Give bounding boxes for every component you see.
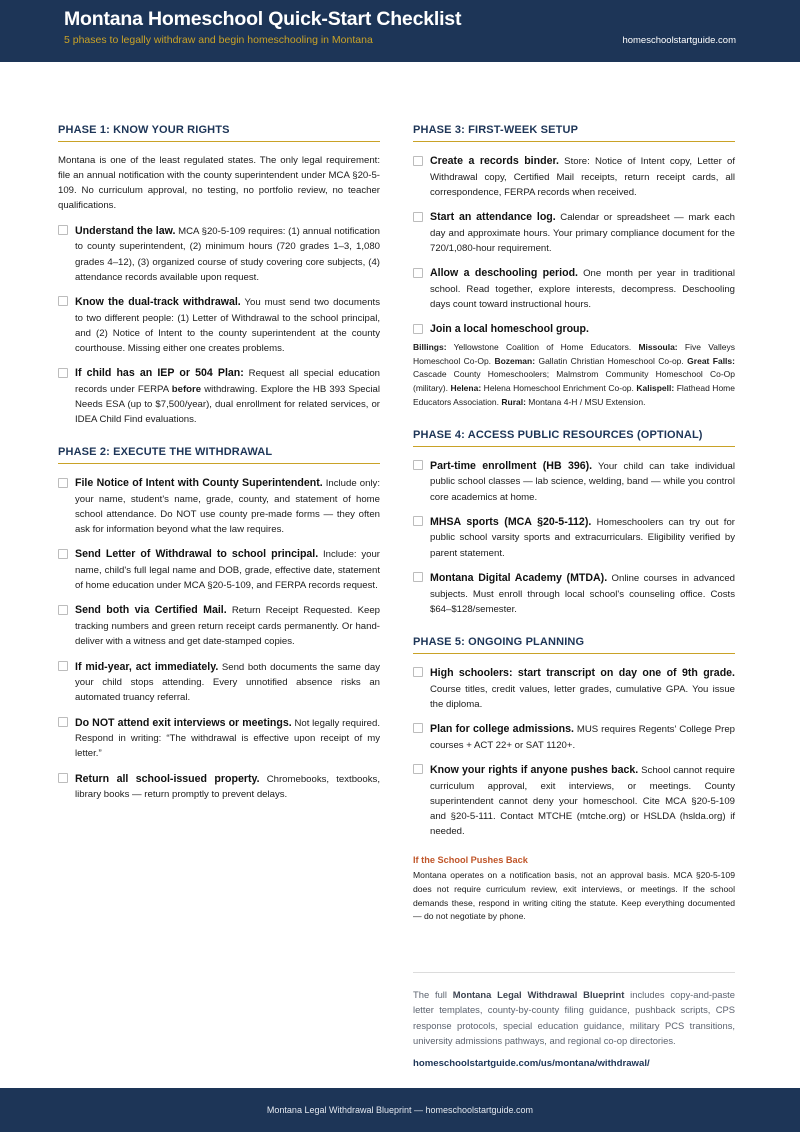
- checkbox-icon[interactable]: [58, 773, 68, 783]
- group-city: Great Falls:: [687, 355, 735, 366]
- checkbox-icon[interactable]: [413, 460, 423, 470]
- checkbox-icon[interactable]: [413, 156, 423, 166]
- phase-3-divider: [413, 141, 735, 142]
- group-name: Flathead Home Educators Association.: [413, 383, 735, 407]
- checkbox-icon[interactable]: [58, 717, 68, 727]
- checkbox-icon[interactable]: [413, 212, 423, 222]
- checklist-item[interactable]: [58, 771, 380, 803]
- promo-text: [413, 987, 735, 1048]
- promo-link[interactable]: homeschoolstartguide.com/us/montana/withdrawal/: [413, 1058, 650, 1070]
- checklist-item[interactable]: [413, 721, 735, 753]
- checklist-item[interactable]: [58, 546, 380, 593]
- checklist-item[interactable]: [413, 321, 735, 338]
- checklist-item-body: Not legally required. Respond in writing: “The withdrawal is effective upon receipt of my letter.”: [75, 717, 380, 760]
- group-city: Billings:: [413, 341, 447, 352]
- left-column: [58, 124, 380, 822]
- checklist-item[interactable]: [413, 570, 735, 617]
- phase-3-heading: PHASE 3: FIRST-WEEK SETUP: [413, 124, 579, 136]
- checklist-item-lead: Start an attendance log.: [430, 211, 556, 224]
- checklist-item-body: Homeschoolers can try out for public school varsity sports and extracurriculars. Eligibility verified by parent statement.: [430, 516, 735, 559]
- phase-5-divider: [413, 653, 735, 654]
- callout-title: If the School Pushes Back: [413, 855, 528, 866]
- checkbox-icon[interactable]: [58, 368, 68, 378]
- group-name: Five Valleys Homeschool Co-Op.: [413, 341, 735, 366]
- checkbox-icon[interactable]: [58, 225, 68, 235]
- content-area: [0, 62, 800, 1088]
- checklist-item[interactable]: [58, 365, 380, 427]
- group-name: Cascade County Homeschoolers; Malmstrom Community Homeschool Co-Op (military).: [413, 369, 735, 394]
- checklist-item[interactable]: [58, 715, 380, 762]
- checklist-item[interactable]: [58, 475, 380, 537]
- checklist-item-lead: If mid-year, act immediately.: [75, 660, 219, 673]
- checklist-item-lead: Send both via Certified Mail.: [75, 604, 227, 617]
- phase-1-divider: [58, 141, 380, 142]
- checklist-item-body: MUS requires Regents' College Prep courses + ACT 22+ or SAT 1120+.: [430, 723, 736, 751]
- checklist-item-emphasis: before: [171, 383, 202, 395]
- checklist-item-lead: MHSA sports (MCA §20-5-112).: [430, 515, 592, 528]
- checklist-item[interactable]: [413, 762, 735, 839]
- checklist-item-body: School cannot require curriculum approval, exit interviews, or meetings. County superintendent cannot deny your homeschool. Cite MCA §20-5-109 and §20-5-111. Contact MTCHE (mtche.org) or HSLDA (hslda.org) if needed.: [430, 764, 735, 837]
- checklist-item-body: One month per year in traditional school. Read together, explore interests, decompress. Deschooling days count toward instructional hours.: [430, 268, 735, 310]
- checklist-item-body: Include: your name, child's full legal name and DOB, grade, effective date, statement of home education under MCA §20-5-109, and FERPA records request.: [75, 549, 380, 592]
- checkbox-icon[interactable]: [413, 572, 423, 582]
- pushback-callout: [413, 855, 735, 924]
- checklist-item-body: Chromebooks, textbooks, library books — return promptly to prevent delays.: [75, 773, 380, 801]
- checklist-item-lead: Return all school-issued property.: [75, 772, 260, 785]
- page-header: [0, 0, 800, 62]
- checklist-item-lead: Understand the law.: [75, 224, 176, 237]
- checklist-item-lead: Create a records binder.: [430, 155, 559, 167]
- checkbox-icon[interactable]: [413, 723, 423, 733]
- checklist-item-body: MCA §20-5-109 requires: (1) annual notification to county superintendent, (2) minimum hours (720 grades 1–3, 1,080 grades 4–12), (3) organized course of study covering core subjects, (4) attendance records available upon request.: [75, 225, 381, 283]
- checklist-item-body-post: withdrawing. Explore the HB 393 Special Needs ESA (up to $7,500/year), dual enrollment for related services, or IDEA Child Find evaluations.: [75, 383, 380, 426]
- homeschool-group-list: [413, 341, 735, 410]
- checklist-item-body: Calendar or spreadsheet — mark each day and approximate hours. Your primary compliance document for the 720/1,080-hour requirement.: [430, 212, 735, 254]
- checklist-item[interactable]: [58, 294, 380, 356]
- group-name: Montana 4-H / MSU Extension.: [525, 396, 646, 407]
- checklist-item-body: Return Receipt Requested. Keep tracking numbers and green return receipt cards permanently. Or hand-deliver with a witness and get date-stamped copies.: [75, 605, 381, 648]
- checklist-item-body: Course titles, credit values, letter grades, cumulative GPA. You issue the diploma.: [430, 683, 735, 710]
- promo-post: includes copy-and-paste letter templates, county-by-county filing guidance, pushback scripts, CPS response protocols, special education guidance, military PCS transitions, university admissions pathways, and regional co-op directories.: [413, 989, 735, 1046]
- section-phase-2: [58, 446, 380, 802]
- checkbox-icon[interactable]: [58, 478, 68, 488]
- checkbox-icon[interactable]: [58, 549, 68, 559]
- checkbox-icon[interactable]: [413, 516, 423, 526]
- checkbox-icon[interactable]: [413, 764, 423, 774]
- two-column-layout: [58, 124, 748, 1069]
- checklist-item-body: Store: Notice of Intent copy, Letter of Withdrawal copy, Certified Mail receipts, return receipt cards, all correspondence, FERPA records when received.: [430, 156, 736, 198]
- checkbox-icon[interactable]: [58, 661, 68, 671]
- phase-2-divider: [58, 463, 380, 464]
- phase-5-heading: PHASE 5: ONGOING PLANNING: [413, 635, 585, 648]
- promo-product-name: Montana Legal Withdrawal Blueprint: [452, 989, 625, 1001]
- checkbox-icon[interactable]: [58, 296, 68, 306]
- checklist-item-lead: Know your rights if anyone pushes back.: [430, 763, 639, 776]
- checkbox-icon[interactable]: [413, 268, 423, 278]
- footer-text: Montana Legal Withdrawal Blueprint — homeschoolstartguide.com: [266, 1105, 534, 1115]
- checklist-item[interactable]: [413, 209, 735, 256]
- group-city: Kalispell:: [636, 383, 675, 394]
- checklist-item-lead: If child has an IEP or 504 Plan:: [75, 367, 244, 380]
- page-footer: [0, 1088, 800, 1132]
- group-name: Gallatin Christian Homeschool Co-op.: [535, 355, 688, 366]
- right-column: [413, 124, 735, 1069]
- checklist-item-body: You must send two documents to two different people: (1) Letter of Withdrawal to the school principal, and (2) Notice of Intent to the county superintendent at the county courthouse. Missing either one creates problems.: [75, 296, 380, 354]
- phase-1-intro: Montana is one of the least regulated states. The only legal requirement: file an annual notification with the county superintendent under MCA §20-5-109. No curriculum approval, no testing, no portfolio review, no teacher qualifications.: [58, 155, 380, 212]
- page-title: Montana Homeschool Quick-Start Checklist: [64, 8, 462, 30]
- checklist-item-lead: Montana Digital Academy (MTDA).: [430, 571, 608, 584]
- checklist-item-lead: Join a local homeschool group.: [430, 323, 589, 336]
- checkbox-icon[interactable]: [58, 605, 68, 615]
- checklist-item[interactable]: [413, 153, 735, 200]
- checklist-item-body: Online courses in advanced subjects. Must enroll through local school's counseling office. Costs $64–$128/semester.: [430, 572, 736, 615]
- group-city: Helena:: [450, 383, 482, 394]
- group-name: Yellowstone Coalition of Home Educators.: [446, 341, 639, 352]
- checklist-item-lead: File Notice of Intent with County Superintendent.: [75, 477, 323, 490]
- checklist-item-body-pre: Request all special education records under FERPA: [75, 368, 380, 395]
- checklist-item[interactable]: [413, 665, 735, 712]
- phase-4-divider: [413, 446, 735, 447]
- section-phase-1: [58, 124, 380, 427]
- header-inner: [0, 0, 800, 62]
- checklist-item-lead: Send Letter of Withdrawal to school principal.: [75, 548, 319, 561]
- group-city: Rural:: [501, 396, 526, 407]
- header-site-url: homeschoolstartguide.com: [622, 35, 736, 46]
- group-city: Missoula:: [638, 341, 678, 352]
- page-subtitle: 5 phases to legally withdraw and begin homeschooling in Montana: [64, 34, 373, 46]
- group-name: Helena Homeschool Enrichment Co-op.: [481, 383, 637, 394]
- phase-1-heading: PHASE 1: KNOW YOUR RIGHTS: [58, 124, 230, 136]
- callout-body: Montana operates on a notification basis, not an approval basis. MCA §20-5-109 does not require curriculum review, exit interviews, or meetings. If the school demands these, respond in writing citing the statute. Keep everything documented — do not negotiate by phone.: [413, 870, 735, 922]
- checklist-item-lead: High schoolers: start transcript on day one of 9th grade.: [430, 666, 735, 679]
- section-phase-4: [413, 429, 735, 617]
- checkbox-icon[interactable]: [413, 324, 423, 334]
- group-city: Bozeman:: [494, 355, 536, 366]
- section-phase-5: [413, 636, 735, 839]
- checkbox-icon[interactable]: [413, 667, 423, 677]
- checklist-item-body: Your child can take individual public school classes — lab science, welding, band — while you control core academics at home.: [430, 460, 735, 503]
- checklist-item-lead: Do NOT attend exit interviews or meetings.: [75, 716, 292, 729]
- checklist-item[interactable]: [413, 458, 735, 505]
- checklist-item-lead: Know the dual-track withdrawal.: [75, 295, 241, 308]
- checklist-item[interactable]: [58, 602, 380, 649]
- checklist-item[interactable]: [58, 659, 380, 706]
- checklist-item[interactable]: [413, 265, 735, 312]
- checklist-item-body: Send both documents the same day your child stops attending. Every unnotified absence risks an automated truancy referral.: [75, 661, 380, 704]
- promo-block: [413, 972, 735, 1069]
- section-phase-3: [413, 124, 735, 410]
- phase-4-heading: PHASE 4: ACCESS PUBLIC RESOURCES (OPTIONAL): [413, 428, 703, 441]
- phase-2-heading: PHASE 2: EXECUTE THE WITHDRAWAL: [58, 446, 273, 459]
- checklist-item[interactable]: [413, 514, 735, 561]
- promo-pre: The full: [413, 989, 453, 1001]
- checklist-item[interactable]: [58, 223, 380, 285]
- checklist-item-lead: Plan for college admissions.: [430, 722, 574, 735]
- checklist-item-body: Include only: your name, student's name, grade, county, and statement of home school attendance. Do NOT use county pre-made forms — they often ask for information beyond what the law requires.: [75, 478, 380, 536]
- checklist-item-lead: Part-time enrollment (HB 396).: [430, 459, 593, 472]
- checklist-item-lead: Allow a deschooling period.: [430, 267, 578, 280]
